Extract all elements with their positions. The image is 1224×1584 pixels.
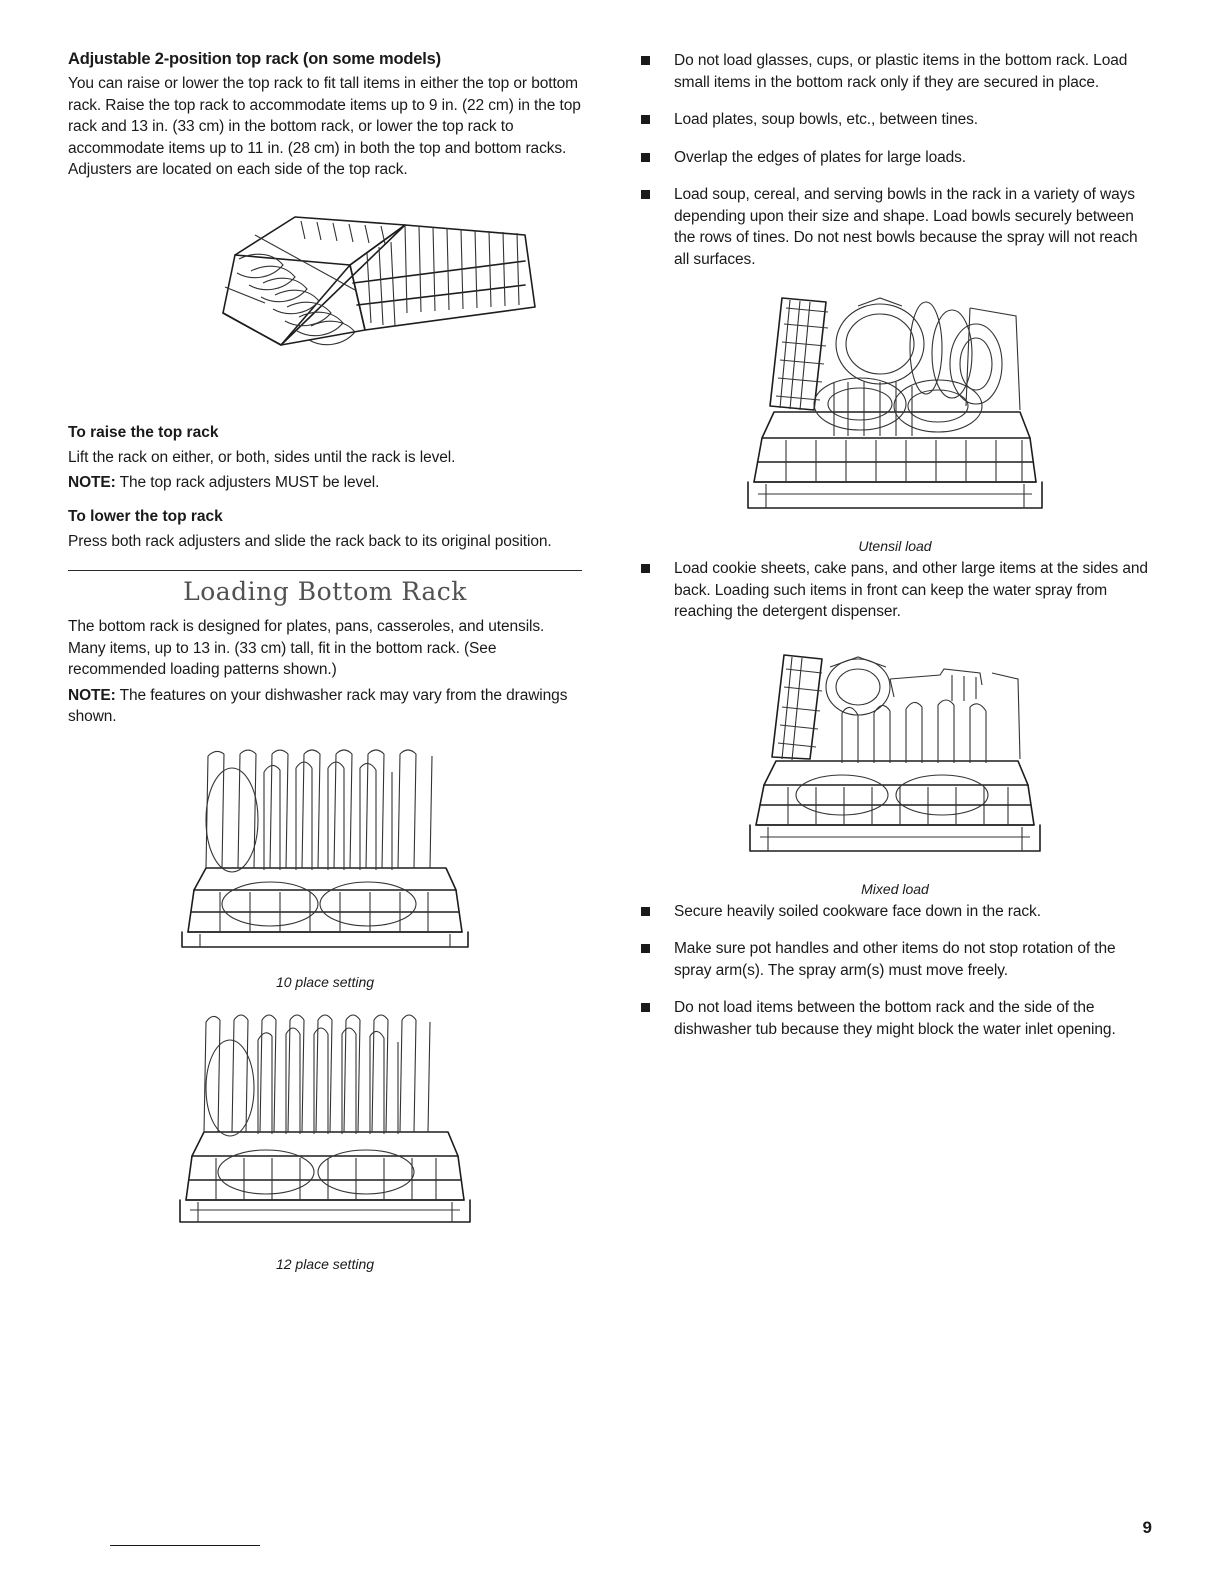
list-item [638, 558, 1152, 623]
list-item [638, 147, 1152, 169]
subheading-raise-top-rack: To raise the top rack [68, 423, 219, 441]
loading-bottom-rack-note [68, 685, 582, 728]
mixed-load-illustration [730, 639, 1060, 879]
adjustable-top-rack-illustration [105, 195, 545, 410]
left-column [68, 50, 582, 1544]
bullet-square-icon [641, 56, 650, 65]
two-column-layout [68, 50, 1152, 1544]
figure-mixed-load [638, 639, 1152, 897]
list-item [638, 901, 1152, 923]
bottom-rack-10-place-illustration [160, 742, 490, 972]
list-item [638, 184, 1152, 270]
loading-note-text: The features on your dishwasher rack may vary from the drawings shown. [68, 686, 568, 725]
figure-utensil-load [638, 286, 1152, 554]
section-title-loading-bottom-rack: Loading Bottom Rack [183, 577, 467, 606]
bullet-text: Secure heavily soiled cookware face down in the rack. [674, 902, 1041, 920]
bullet-text: Load soup, cereal, and serving bowls in the rack in a variety of ways depending upon their size and shape. Load bowls securely between the rows of tines. Do not nest bowls because the spray will not reach all surfaces. [674, 186, 1138, 268]
raise-top-rack-note [68, 472, 582, 494]
caption-mixed-load: Mixed load [861, 880, 929, 897]
caption-12-place-setting: 12 place setting [275, 1255, 375, 1272]
lower-top-rack-text: Press both rack adjusters and slide the rack back to its original position. [68, 532, 552, 550]
bottom-rack-12-place-illustration [160, 1004, 490, 1254]
figure-12-place-setting [68, 1004, 582, 1272]
list-item [638, 50, 1152, 93]
raise-note-text: The top rack adjusters MUST be level. [115, 474, 380, 491]
footer-rule [110, 1545, 260, 1546]
right-column [638, 50, 1152, 1544]
section-divider [68, 570, 582, 571]
caption-10-place-setting: 10 place setting [275, 973, 375, 990]
bullet-square-icon [641, 190, 650, 199]
bullet-text: Make sure pot handles and other items do not stop rotation of the spray arm(s). The spray arm(s) must move freely. [674, 940, 1116, 979]
bullet-square-icon [641, 944, 650, 953]
caption-utensil-load: Utensil load [858, 538, 932, 554]
note-label-2: NOTE: [68, 686, 116, 704]
bullet-text: Do not load glasses, cups, or plastic items in the bottom rack. Load small items in the bottom rack only if they are secured in place. [674, 52, 1128, 91]
note-label: NOTE: [68, 474, 116, 491]
raise-top-rack-text: Lift the rack on either, or both, sides until the rack is level. [68, 448, 456, 466]
adjustable-rack-intro-text: You can raise or lower the top rack to fit tall items in either the top or bottom rack. Raise the top rack to accommodate items up to 9 in. (22 cm) in the top rack and 13 in. (33 cm) in the bottom rack, or lower the top rack to accommodate items up to 11 in. (28 cm) in both the top and bottom racks. Adjusters are located on each side of the top rack. [68, 75, 581, 178]
bullet-square-icon [641, 907, 650, 916]
figure-10-place-setting [68, 742, 582, 990]
bullet-square-icon [641, 564, 650, 573]
bullet-list-bottom [638, 901, 1152, 1041]
bullet-square-icon [641, 115, 650, 124]
section-heading-adjustable-top-rack: Adjustable 2-position top rack (on some models) [68, 50, 441, 68]
bullet-square-icon [641, 1003, 650, 1012]
page-number: 9 [1142, 1518, 1152, 1537]
list-item [638, 997, 1152, 1040]
list-item [638, 938, 1152, 981]
subheading-lower-top-rack: To lower the top rack [68, 507, 223, 525]
bullet-text: Load cookie sheets, cake pans, and other large items at the sides and back. Loading such items in front can keep the water spray from reaching the detergent dispenser. [674, 560, 1148, 620]
loading-bottom-rack-text: The bottom rack is designed for plates, pans, casseroles, and utensils. Many items, up to 13 in. (33 cm) tall, fit in the bottom rack. (See recommended loading patterns shown.) [68, 618, 545, 678]
bullet-list-cookie-sheets [638, 558, 1152, 623]
list-item [638, 109, 1152, 131]
utensil-load-illustration [730, 286, 1060, 536]
bullet-text: Load plates, soup bowls, etc., between tines. [674, 111, 978, 128]
bullet-list-top [638, 50, 1152, 270]
figure-adjustable-top-rack [68, 195, 582, 410]
bullet-text: Do not load items between the bottom rack and the side of the dishwasher tub because they might block the water inlet opening. [674, 999, 1116, 1038]
bullet-text: Overlap the edges of plates for large loads. [674, 148, 967, 166]
bullet-square-icon [641, 153, 650, 162]
